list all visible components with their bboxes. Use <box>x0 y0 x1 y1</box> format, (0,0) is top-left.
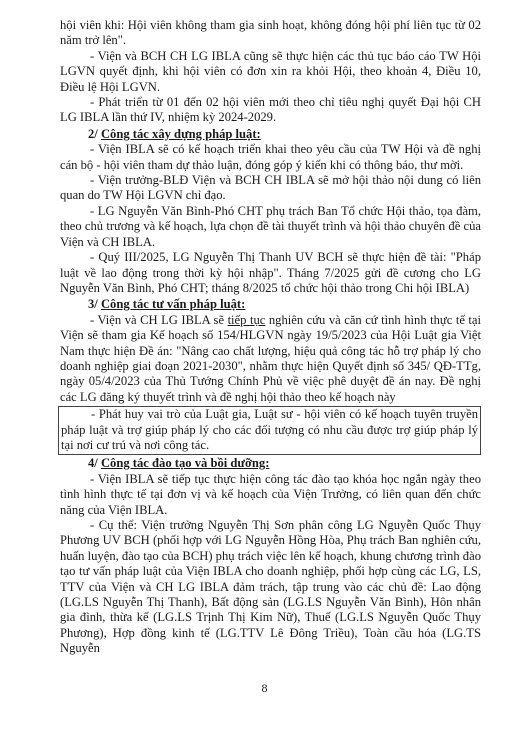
paragraph-text: - Viện và CH LG IBLA sẽ <box>90 312 228 327</box>
section-title: Công tác đào tạo và bồi dưỡng: <box>100 456 270 471</box>
paragraph: - Viện IBLA sẽ có kế hoạch triển khai theo yêu cầu của TW Hội và đề nghị cán bộ - hội viên tham dự thảo luận, đóng góp ý kiến khi có thông báo, thư mời. <box>60 142 481 172</box>
section-number: 3/ <box>88 297 98 312</box>
section-number: 2/ <box>88 126 98 141</box>
paragraph <box>60 313 481 405</box>
document-body <box>60 18 481 657</box>
section-title: Công tác tư vấn pháp luật: <box>100 297 246 312</box>
paragraph: - Viện IBLA sẽ tiếp tục thực hiện công tác đào tạo khóa học ngắn ngày theo tình hình thực tế tại đơn vị và kế hoạch của Viện Trưởng, có liên quan đến chức năng của Viện IBLA. <box>60 471 481 517</box>
boxed-paragraph: - Phát huy vai trò của Luật gia, Luật sư - hội viên có kế hoạch tuyên truyền pháp luật và trợ giúp pháp lý cho các đối tượng có nhu cầu được trợ giúp pháp lý tại nơi cư trú và nơi công tác. <box>58 406 481 455</box>
section-heading <box>60 297 481 312</box>
paragraph: - Cụ thể: Viện trưởng Nguyễn Thị Sơn phân công LG Nguyễn Quốc Thụy Phương UV BCH (phối hợp với LG Nguyễn Hồng Hòa, Phụ trách Ban nghiên cứu, huấn luyện, đào tạo của BCH) phụ trách việc lên kế hoạch, khung chương trình đào tạo tư vấn pháp luật của Viện IBLA cho doanh nghiệp, phối hợp cùng các LG, LS, TTV của Viện và CH LG IBLA đảm trách, tập trung vào các chủ đề: Lao động (LG.LS Nguyễn Thị Thanh), Bất động sản (LG.LS Nguyễn Văn Bình), Hôn nhân gia đình, thừa kế (LG.LS Trịnh Thị Kim Nữ), Thuế (LG.LS Nguyễn Quốc Thụy Phương), Hợp đồng kinh tế (LG.TTV Lê Đông Triều), Toàn cầu hóa (LG.TS Nguyễn <box>60 518 481 656</box>
paragraph: - LG Nguyễn Văn Bình-Phó CHT phụ trách Ban Tổ chức Hội thảo, tọa đàm, theo chủ trương và kế hoạch, lựa chọn đề tài thuyết trình và hội thảo chuyên đề của Viện và CH IBLA. <box>60 203 481 249</box>
paragraph: - Viện trưởng-BLĐ Viện và BCH CH IBLA sẽ mở hội thảo nội dung có liên quan do TW Hội LGVN chỉ đạo. <box>60 173 481 203</box>
paragraph: - Quý III/2025, LG Nguyễn Thị Thanh UV BCH sẽ thực hiện đề tài: "Pháp luật về lao động trong thời kỳ hội nhập". Tháng 7/2025 gửi đề cương cho LG Nguyễn Văn Bình, Phó CHT; tháng 8/2025 tổ chức hội thảo trong Chi hội IBLA) <box>60 250 481 295</box>
highlighted-text: tiếp tục <box>227 312 266 327</box>
page-number: 8 <box>261 681 268 695</box>
section-title: Công tác xây dựng pháp luật: <box>100 126 261 141</box>
paragraph: - Viện và BCH CH LG IBLA cũng sẽ thực hiện các thủ tục báo cáo TW Hội LGVN quyết định, khi hội viên có đơn xin ra khỏi Hội, theo khoản 4, Điều 10, Điều lệ Hội LGVN. <box>60 48 481 94</box>
paragraph: - Phát triển từ 01 đến 02 hội viên mới theo chỉ tiêu nghị quyết Đại hội CH LG IBLA lần thứ IV, nhiệm kỳ 2024-2029. <box>60 95 481 125</box>
paragraph-text: nghiên cứu và căn cứ tình hình thực tế tại Viện sẽ tham gia Kế hoạch số 154/HLGVN ngày 19/5/2023 của Hội Luật gia Việt Nam thực hiện Đề án: "Nâng cao chất lượng, hiệu quả công tác hỗ trợ pháp lý cho doanh nghiệp giai đoạn 2021-2030", nhằm thực hiện Quyết định số 345/ QĐ-TTg, ngày 05/4/2023 của Thủ Tướng Chính Phủ về việc phê duyệt đề án nay. Đề nghị các LG đăng ký thuyết trình và đề nghị hội thảo theo kế hoạch này <box>60 312 482 404</box>
section-number: 4/ <box>88 456 98 471</box>
paragraph: hội viên khi: Hội viên không tham gia sinh hoạt, không đóng hội phí liên tục từ 02 năm trở lên". <box>60 18 481 48</box>
section-heading <box>60 456 481 471</box>
section-heading <box>60 127 481 142</box>
